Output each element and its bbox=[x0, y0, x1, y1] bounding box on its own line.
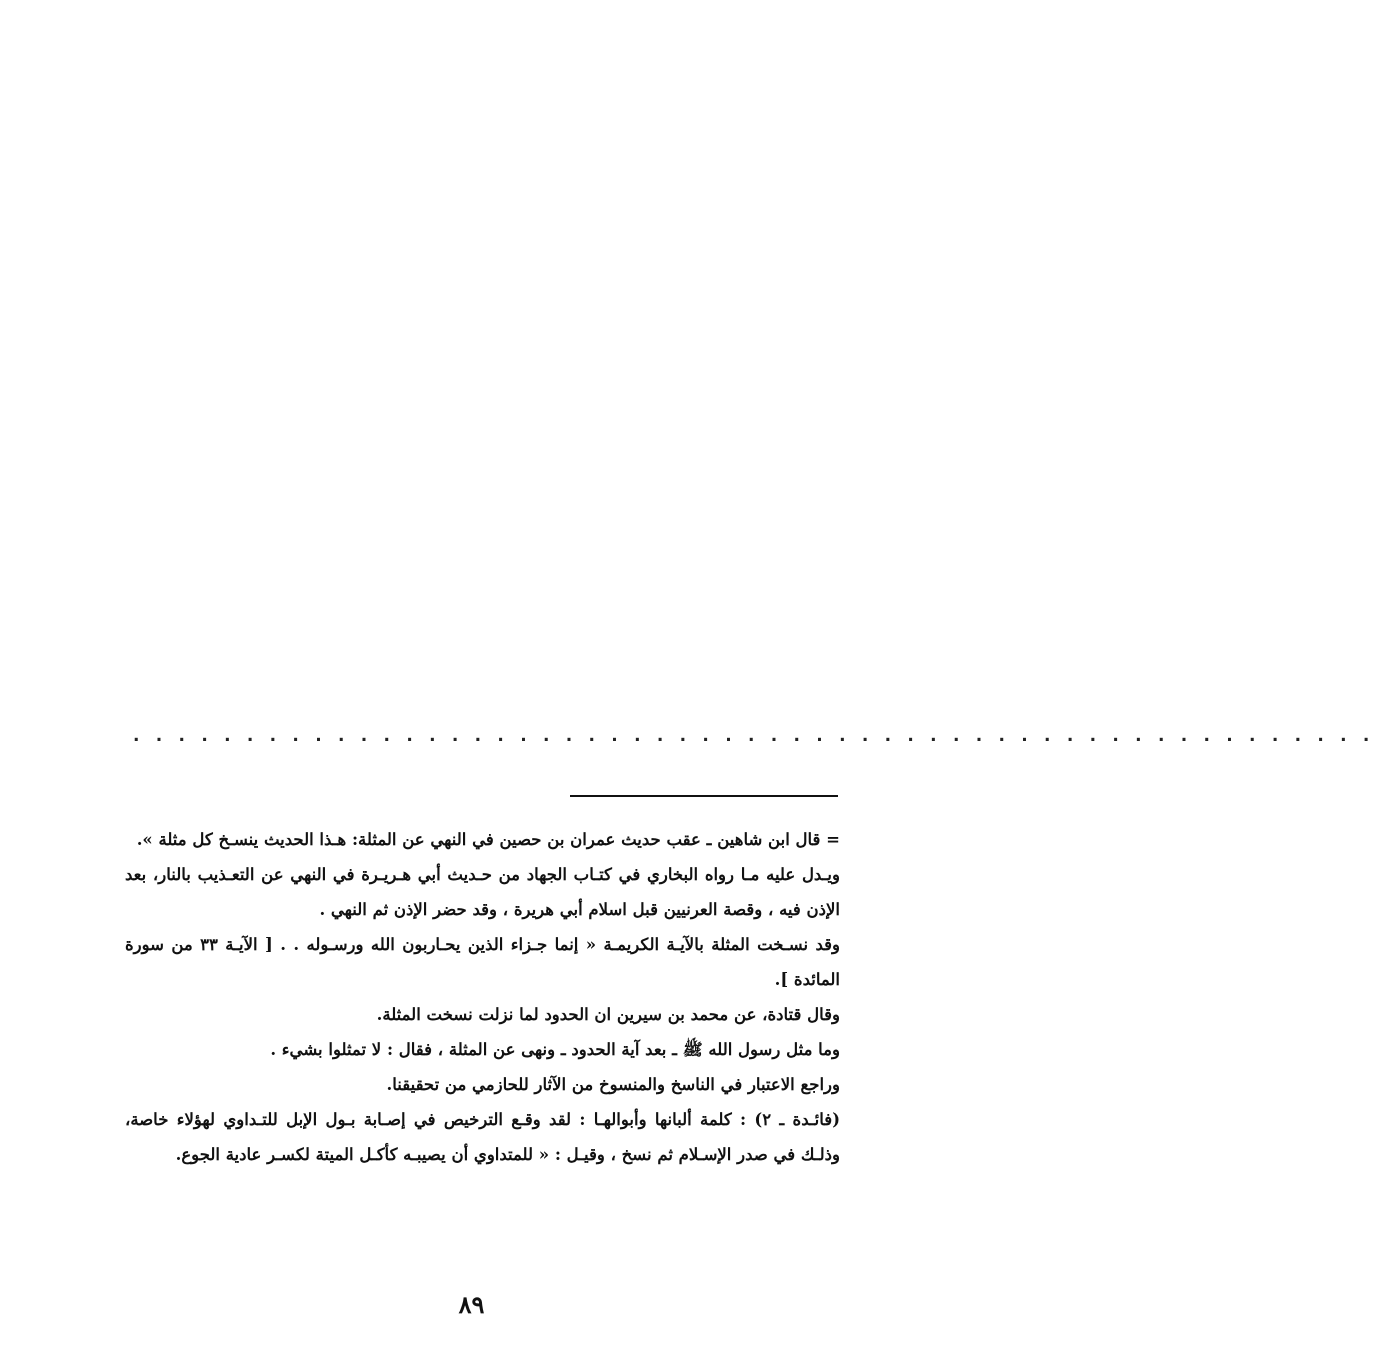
footnote-rule bbox=[570, 795, 838, 797]
dotted-separator: . . . . . . . . . . . . . . . . . . . . . . . . . . . . . . . . . . . . . . . . . . . . . . . . . . . . . . . bbox=[133, 726, 1375, 746]
footnote-paragraph: وما مثل رسول الله ﷺ ـ بعد آية الحدود ـ ونهى عن المثلة ، فقال : لا تمثلوا بشيء . bbox=[270, 1040, 840, 1059]
footnote-paragraph: وقال قتادة، عن محمد بن سيرين ان الحدود لما نزلت نسخت المثلة. bbox=[376, 1005, 840, 1024]
footnote-paragraph: ويـدل عليه مـا رواه البخاري في كتـاب الجهاد من حـديث أبي هـريـرة في النهي عن التعـذيب بالنار، بعد الإذن فيه ، وقصة العرنيين قبل اسلام أبي هريرة ، وقد حضر الإذن ثم النهي . bbox=[125, 865, 840, 919]
footnote-block bbox=[125, 822, 840, 1172]
footnote-paragraph: وقد نسـخت المثلة بالآيـة الكريمـة « إنما جـزاء الذين يحـاربون الله ورسـوله . . [ الآيـة ٣٣ من سورة المائدة ]. bbox=[125, 935, 840, 989]
page-number: ٨٩ bbox=[458, 1290, 485, 1319]
footnote-paragraph: (فائـدة ـ ٢) : كلمة ألبانها وأبوالهـا : لقد وقـع الترخيص في إصـابة بـول الإبل للتـداوي لهؤلاء خاصة، وذلـك في صدر الإسـلام ثم نسخ ، وقيـل : « للمتداوي أن يصيبـه كأكـل الميتة لكسـر عادية الجوع. bbox=[125, 1110, 840, 1164]
footnote-paragraph: = قال ابن شاهين ـ عقب حديث عمران بن حصين في النهي عن المثلة: هـذا الحديث ينسـخ كل مثلة ». bbox=[136, 830, 840, 849]
footnote-paragraph: وراجع الاعتبار في الناسخ والمنسوخ من الآثار للحازمي من تحقيقنا. bbox=[386, 1075, 840, 1094]
